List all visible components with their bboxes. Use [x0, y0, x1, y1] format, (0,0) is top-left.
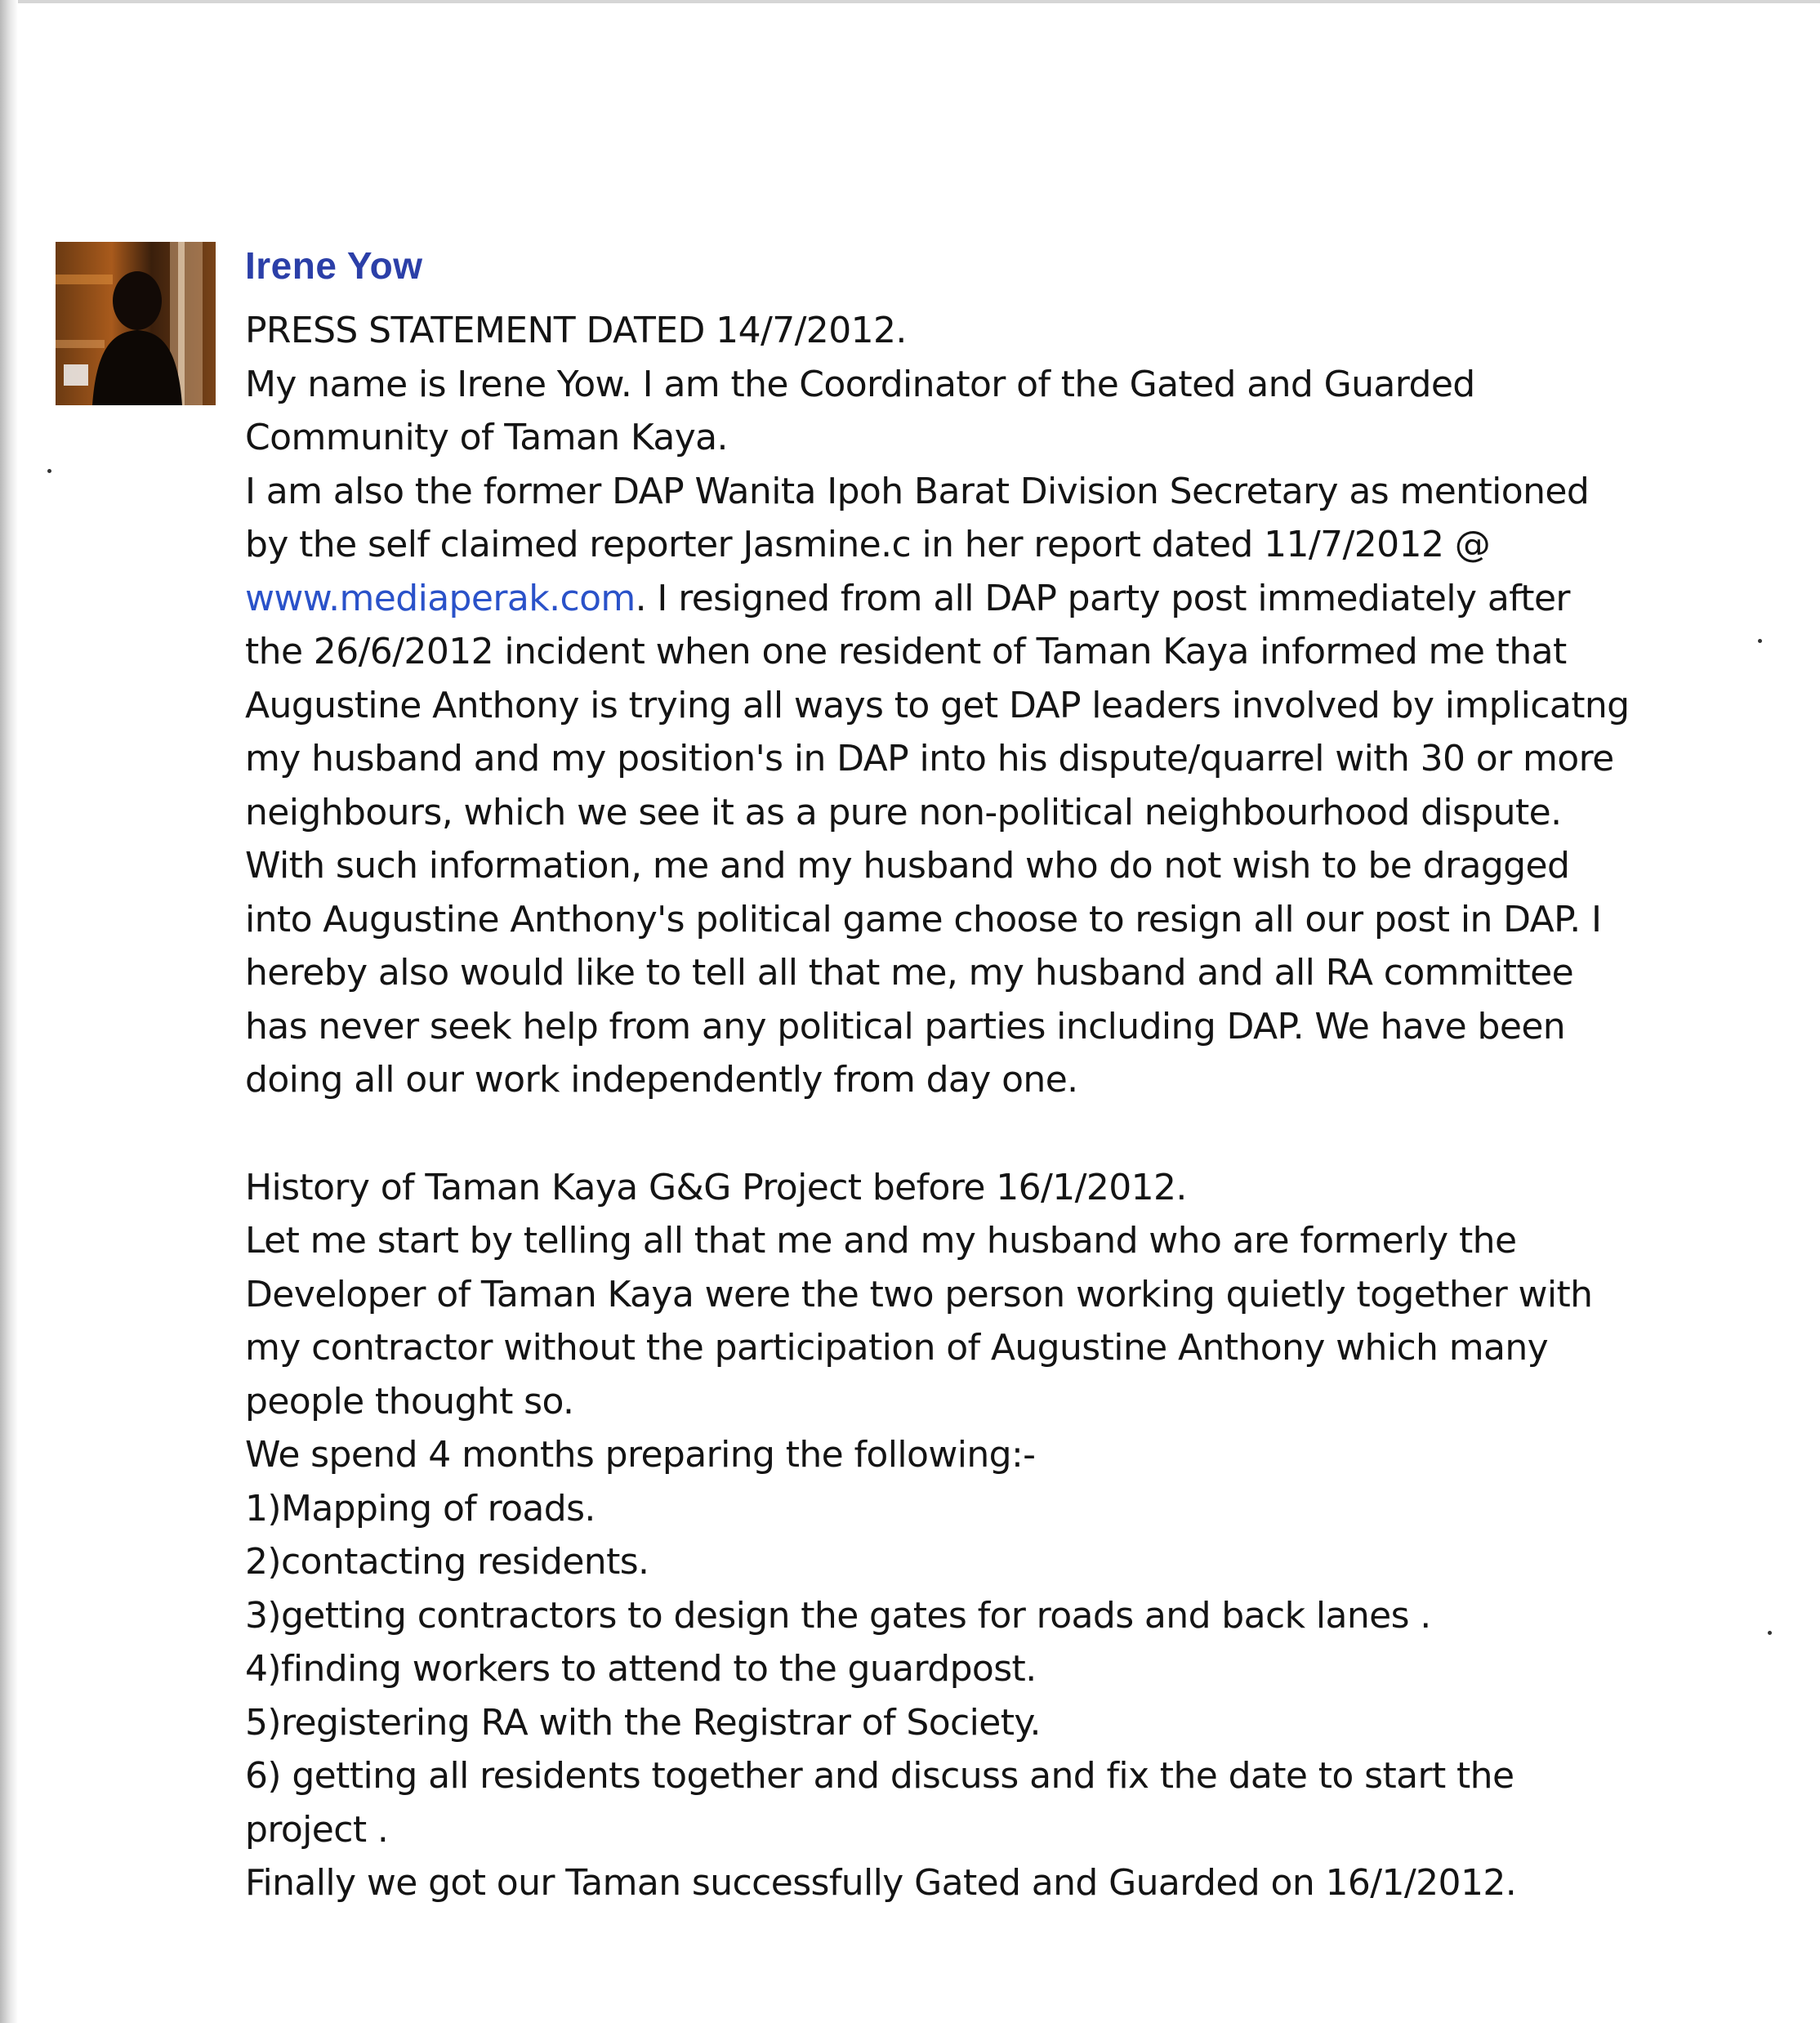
- author-name-link[interactable]: Irene Yow: [245, 244, 423, 287]
- preparation-steps-list: [245, 1482, 1634, 1857]
- list-item: 4)finding workers to attend to the guardpost.: [245, 1648, 1037, 1690]
- list-item: 5)registering RA with the Registrar of Society.: [245, 1701, 1041, 1744]
- closing-line: Finally we got our Taman successfully Gated and Guarded on 16/1/2012.: [245, 1862, 1517, 1904]
- history-intro: Let me start by telling all that me and my husband who are formerly the Developer of Taman Kaya were the two person working quietly together with my contractor without the participation of Augustine Anthony which many people thought so.: [245, 1220, 1593, 1422]
- scan-speck: [1768, 1631, 1772, 1635]
- post-body: [245, 304, 1634, 1910]
- intro-line-1: My name is Irene Yow. I am the Coordinator of the Gated and Guarded: [245, 363, 1475, 405]
- statement-paragraph: [245, 465, 1634, 1107]
- scan-left-edge: [0, 0, 18, 2023]
- list-item: 6) getting all residents together and discuss and fix the date to start the project .: [245, 1755, 1514, 1851]
- list-intro: We spend 4 months preparing the following:-: [245, 1434, 1036, 1476]
- profile-silhouette-icon: [56, 242, 216, 405]
- scan-top-edge: [0, 0, 1820, 3]
- mediaperak-link[interactable]: www.mediaperak.com: [245, 577, 636, 619]
- intro-line-2: Community of Taman Kaya.: [245, 417, 728, 458]
- list-item: 2)contacting residents.: [245, 1541, 649, 1583]
- list-item: 3)getting contractors to design the gates for roads and back lanes .: [245, 1594, 1431, 1637]
- statement-text-after-link: . I resigned from all DAP party post immediately after the 26/6/2012 incident when one resident of Taman Kaya informed me that Augustine Anthony is trying all ways to get DAP leaders involved by implicatng my husband and my position's in DAP into his dispute/quarrel with 30 or more neighbours, which we see it as a pure non-political neighbourhood dispute. With such information, me and my husband who do not wish to be dragged into Augustine Anthony's political game choose to resign all our post in DAP. I hereby also would like to tell all that me, my husband and all RA committee has never seek help from any political parties including DAP. We have been doing all our work independently from day one.: [245, 577, 1630, 1101]
- statement-text-before-link: I am also the former DAP Wanita Ipoh Barat Division Secretary as mentioned by the self claimed reporter Jasmine.c in her report dated 11/7/2012 @: [245, 470, 1590, 565]
- profile-avatar[interactable]: [56, 242, 216, 405]
- history-heading: History of Taman Kaya G&G Project before 16/1/2012.: [245, 1166, 1187, 1208]
- paragraph-spacer: [245, 1107, 1634, 1161]
- scan-speck: [47, 469, 51, 473]
- press-statement-title: PRESS STATEMENT DATED 14/7/2012.: [245, 310, 907, 351]
- list-item: 1)Mapping of roads.: [245, 1487, 596, 1530]
- scan-speck: [1758, 639, 1762, 643]
